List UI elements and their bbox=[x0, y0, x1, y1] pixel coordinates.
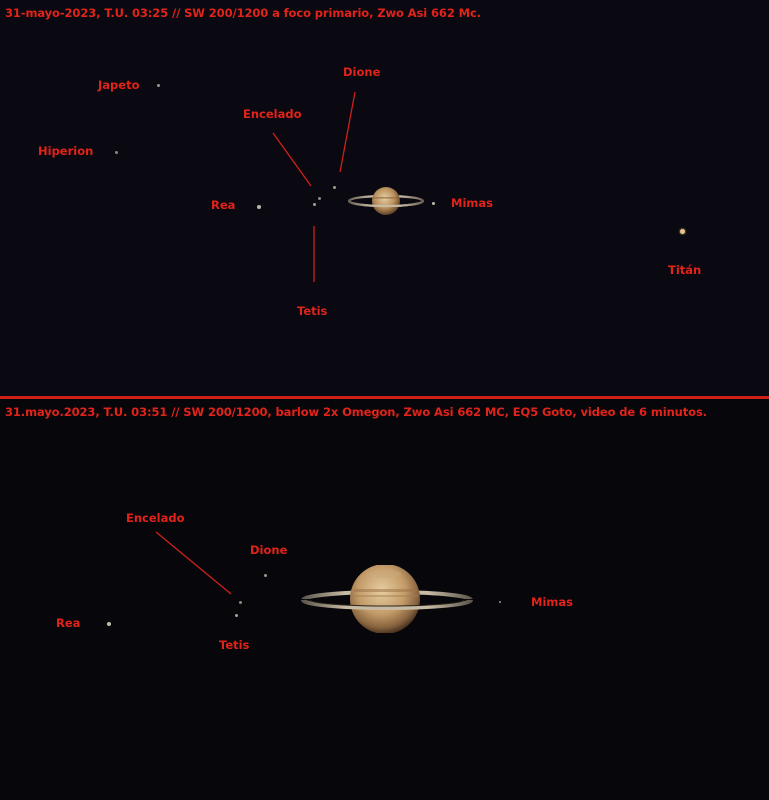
label-encelado-top: Encelado bbox=[243, 107, 302, 121]
label-mimas-bottom: Mimas bbox=[531, 595, 573, 609]
top-caption: 31-mayo-2023, T.U. 03:25 // SW 200/1200 a foco primario, Zwo Asi 662 Mc. bbox=[5, 6, 481, 20]
top-pointer-lines bbox=[0, 0, 769, 397]
top-image-panel bbox=[0, 0, 769, 397]
label-rea-top: Rea bbox=[211, 198, 236, 212]
label-japeto-top: Japeto bbox=[98, 78, 140, 92]
label-mimas-top: Mimas bbox=[451, 196, 493, 210]
label-hiperion-top: Hiperion bbox=[38, 144, 94, 158]
bottom-pointer-lines bbox=[0, 399, 769, 800]
pointer-encelado-top bbox=[273, 133, 311, 186]
label-dione-top: Dione bbox=[343, 65, 381, 79]
label-dione-bottom: Dione bbox=[250, 543, 288, 557]
bottom-caption: 31.mayo.2023, T.U. 03:51 // SW 200/1200, barlow 2x Omegon, Zwo Asi 662 MC, EQ5 Goto, video de 6 minutos. bbox=[5, 405, 707, 419]
label-rea-bottom: Rea bbox=[56, 616, 81, 630]
pointer-encelado-bottom bbox=[156, 532, 231, 594]
label-tetis-top: Tetis bbox=[297, 304, 328, 318]
label-encelado-bottom: Encelado bbox=[126, 511, 185, 525]
label-tetis-bottom: Tetis bbox=[219, 638, 250, 652]
bottom-image-panel bbox=[0, 399, 769, 800]
label-titan-top: Titán bbox=[668, 263, 702, 277]
pointer-dione-top bbox=[340, 92, 355, 172]
